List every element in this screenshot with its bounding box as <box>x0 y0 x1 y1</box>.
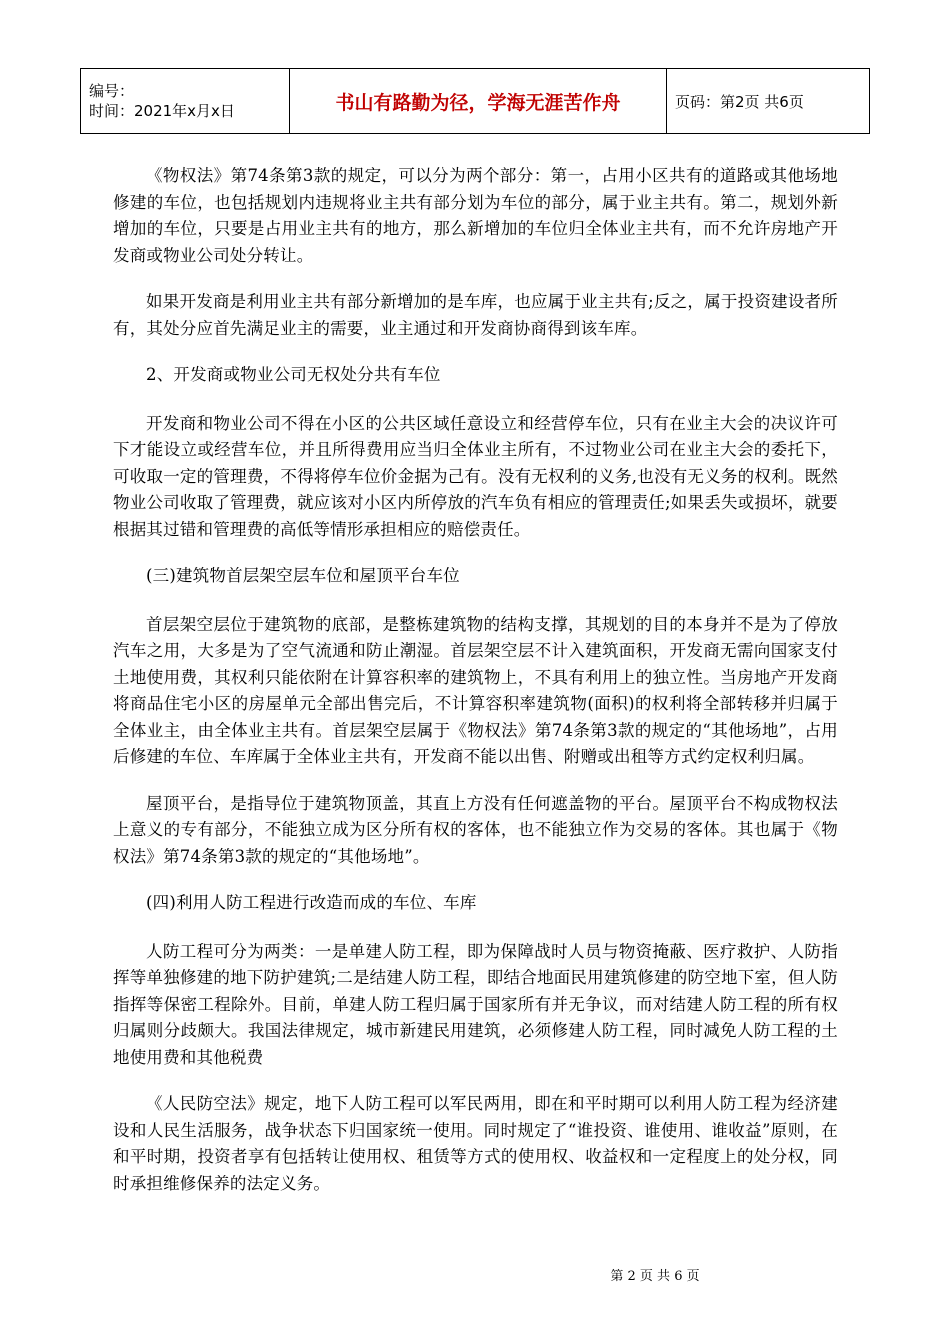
paragraph: 首层架空层位于建筑物的底部，是整栋建筑物的结构支撑，其规划的目的本身并不是为了停放汽车之用，大多是为了空气流通和防止潮湿。首层架空层不计入建筑面积，开发商无需向国家支付土地使用费，其权利只能依附在计算容积率的建筑物上，不具有利用上的独立性。当房地产开发商将商品住宅小区的房屋单元全部出售完后，不计算容积率建筑物(面积)的权利将全部转移并归属于全体业主，由全体业主共有。首层架空层属于《物权法》第74条第3款的规定的“其他场地”，占用后修建的车位、车库属于全体业主共有，开发商不能以出售、附赠或出租等方式约定权利归属。 <box>113 614 838 766</box>
header-page-code: 页码：第2页 共6页 <box>667 69 870 134</box>
page-footer <box>0 1265 950 1284</box>
footer-page-number: 第 2 页 共 6 页 <box>610 1269 700 1284</box>
document-body <box>113 163 838 1217</box>
header-table <box>80 68 870 134</box>
time-label: 时间：2021年x月x日 <box>89 102 235 120</box>
section-heading: (三)建筑物首层架空层车位和屋顶平台车位 <box>146 566 460 585</box>
number-label: 编号： <box>89 82 135 100</box>
paragraph: 开发商和物业公司不得在小区的公共区域任意设立和经营停车位，只有在业主大会的决议许可下才能设立或经营车位，并且所得费用应当归全体业主所有，不过物业公司在业主大会的委托下，可收取一定的管理费，不得将停车位价金据为己有。没有无权利的义务,也没有无义务的权利。既然物业公司收取了管理费，就应该对小区内所停放的汽车负有相应的管理责任;如果丢失或损坏，就要根据其过错和管理费的高低等情形承担相应的赔偿责任。 <box>113 413 838 539</box>
section-heading: 2、开发商或物业公司无权处分共有车位 <box>146 365 441 384</box>
header-motto: 书山有路勤为径，学海无涯苦作舟 <box>290 69 667 134</box>
section-heading: (四)利用人防工程进行改造而成的车位、车库 <box>146 893 477 912</box>
paragraph: 屋顶平台，是指导位于建筑物顶盖，其直上方没有任何遮盖物的平台。屋顶平台不构成物权法上意义的专有部分，不能独立成为区分所有权的客体，也不能独立作为交易的客体。其也属于《物权法》第74条第3款的规定的“其他场地”。 <box>113 793 838 866</box>
paragraph: 人防工程可分为两类：一是单建人防工程，即为保障战时人员与物资掩蔽、医疗救护、人防指挥等单独修建的地下防护建筑;二是结建人防工程，即结合地面民用建筑修建的防空地下室，但人防指挥等保密工程除外。目前，单建人防工程归属于国家所有并无争议，而对结建人防工程的所有权归属则分歧颇大。我国法律规定，城市新建民用建筑，必须修建人防工程，同时减免人防工程的土地使用费和其他税费 <box>113 941 838 1067</box>
header-meta <box>81 69 290 134</box>
paragraph: 如果开发商是利用业主共有部分新增加的是车库，也应属于业主共有;反之，属于投资建设者所有，其处分应首先满足业主的需要，业主通过和开发商协商得到该车库。 <box>113 292 838 338</box>
paragraph: 《人民防空法》规定，地下人防工程可以军民两用，即在和平时期可以利用人防工程为经济建设和人民生活服务，战争状态下归国家统一使用。同时规定了“谁投资、谁使用、谁收益”原则，在和平时期，投资者享有包括转让使用权、租赁等方式的使用权、收益权和一定程度上的处分权，同时承担维修保养的法定义务。 <box>113 1094 838 1193</box>
paragraph: 《物权法》第74条第3款的规定，可以分为两个部分：第一，占用小区共有的道路或其他场地修建的车位，也包括规划内违规将业主共有部分划为车位的部分，属于业主共有。第二，规划外新增加的车位，只要是占用业主共有的地方，那么新增加的车位归全体业主共有，而不允许房地产开发商或物业公司处分转让。 <box>113 166 838 265</box>
